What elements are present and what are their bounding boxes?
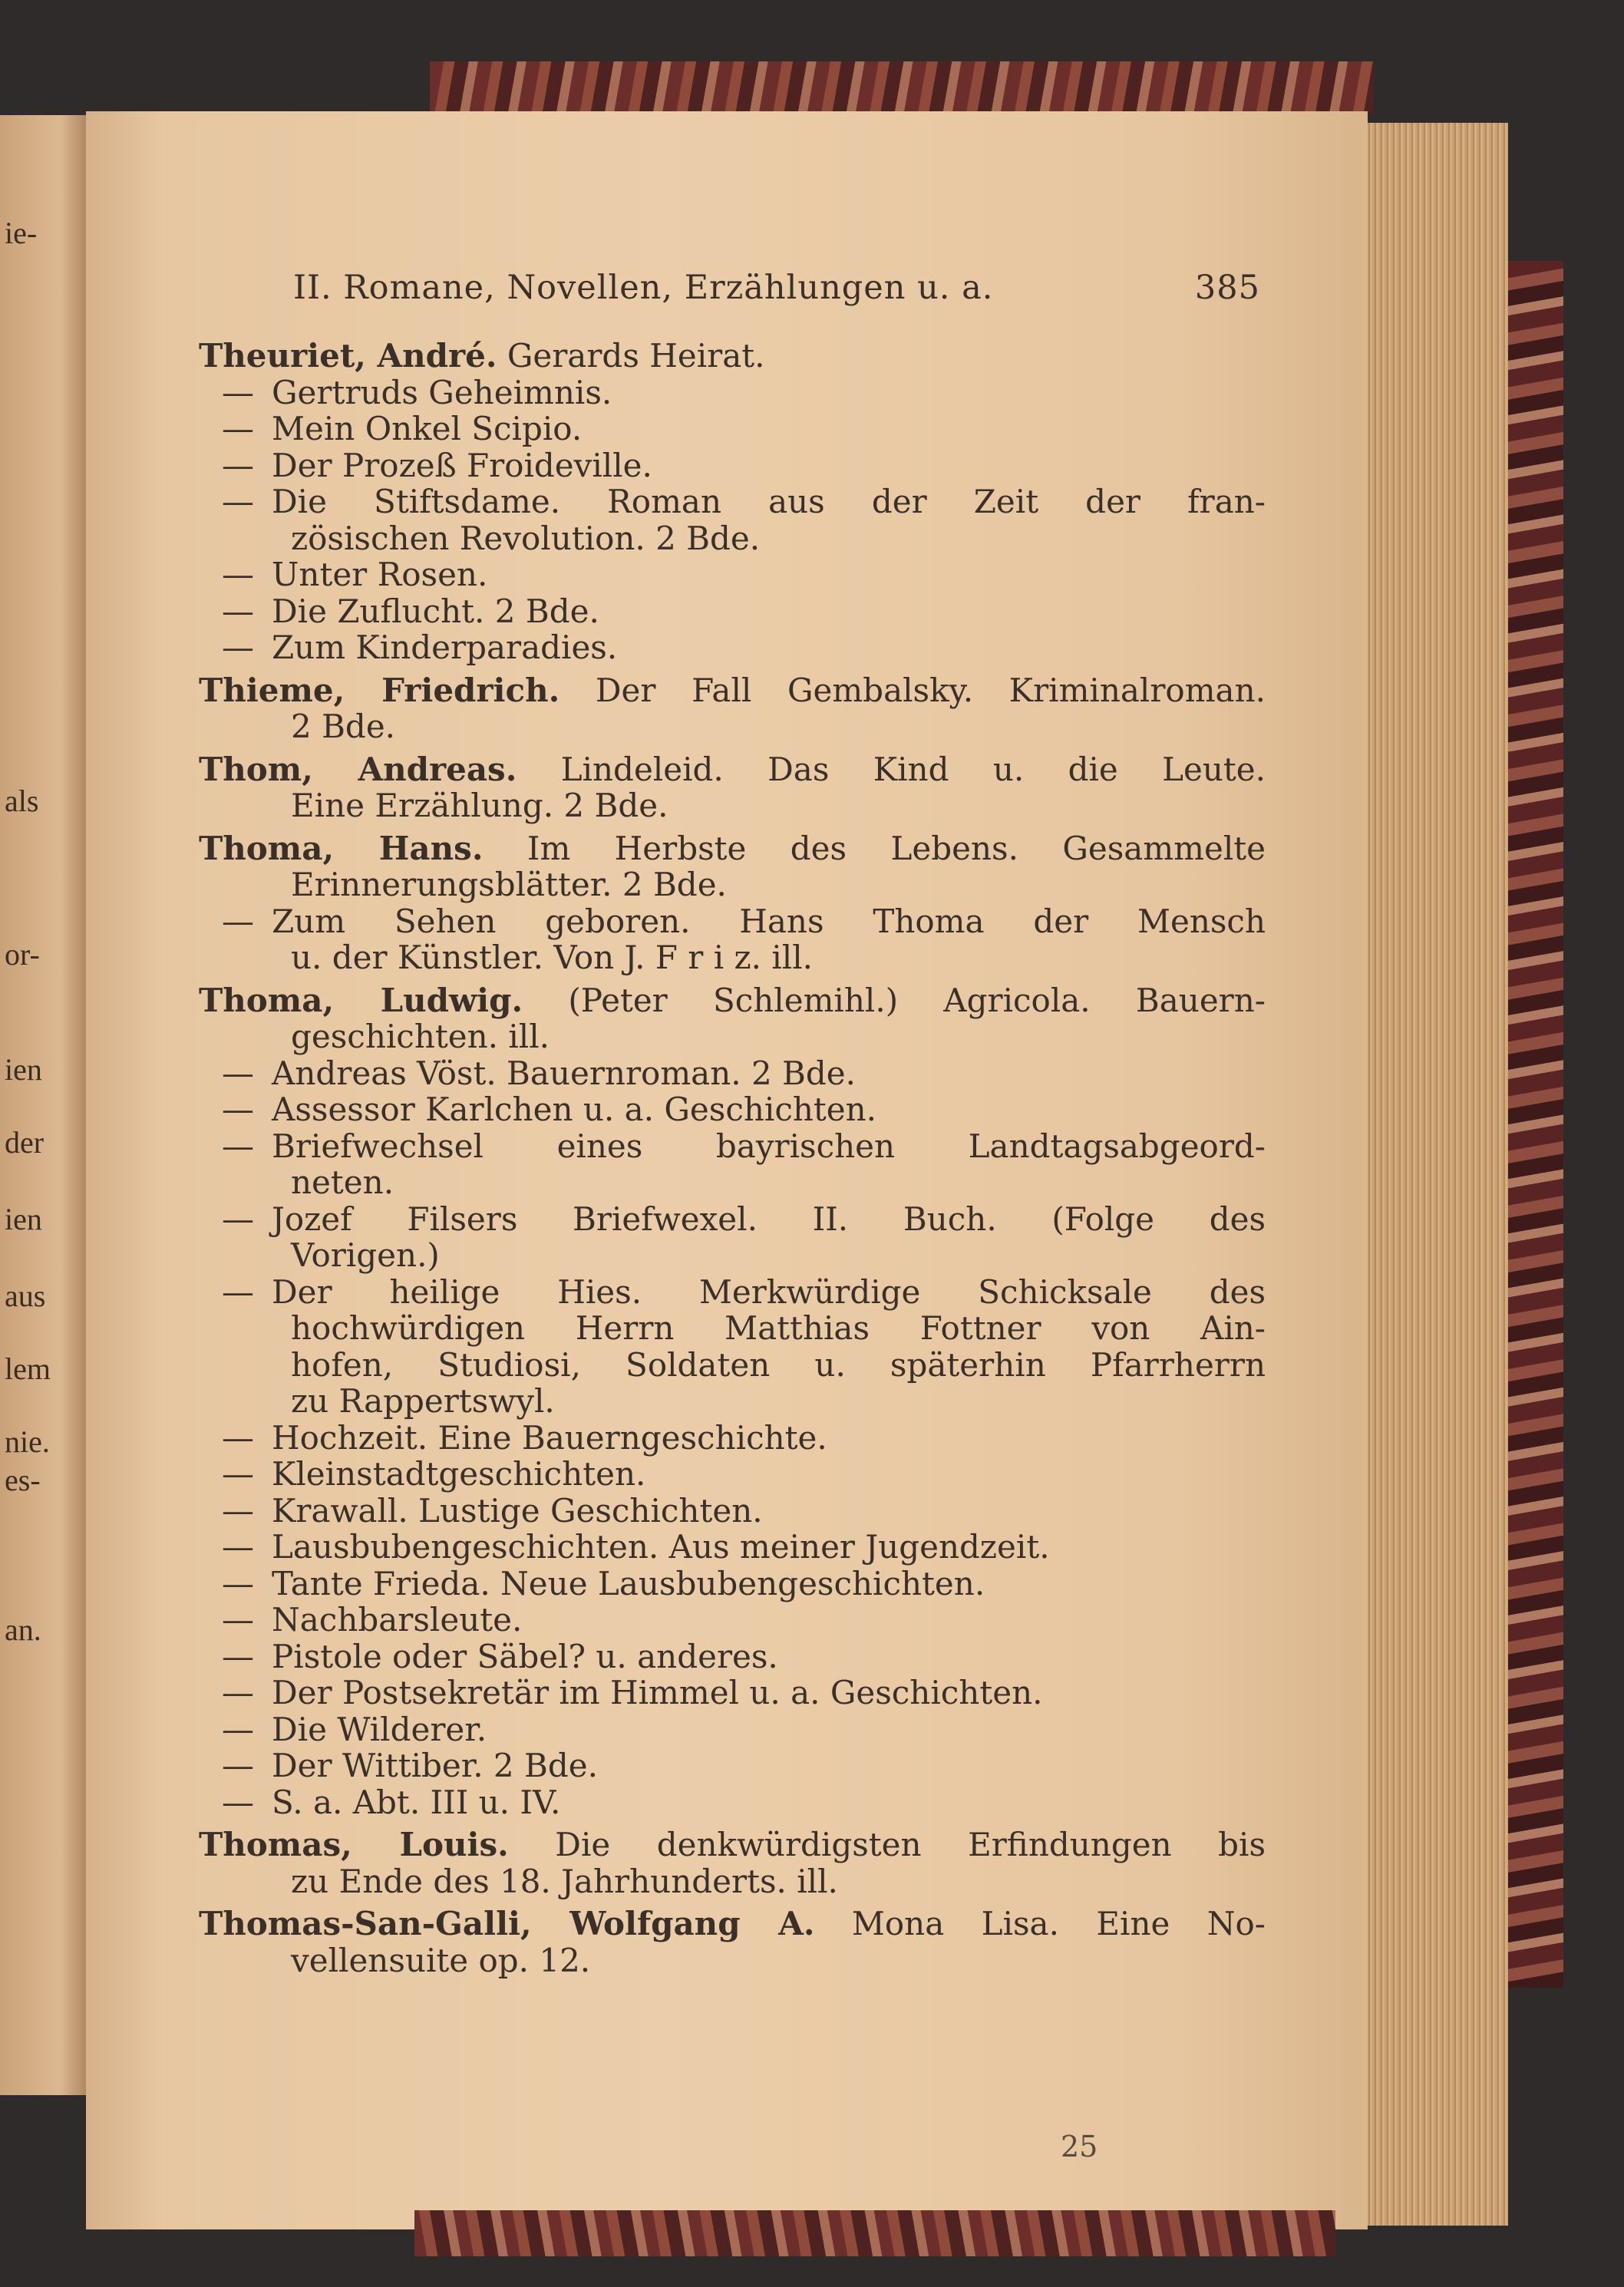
ditto-dash: —: [222, 1710, 254, 1748]
left-page-fragment: or-: [5, 937, 40, 972]
catalog-entry: [199, 751, 1266, 788]
left-page-fragment: aus: [5, 1279, 46, 1313]
entry-text: Erinnerungsblätter. 2 Bde.: [291, 866, 727, 903]
ditto-dash: —: [222, 592, 254, 630]
catalog-entry: [199, 1827, 1266, 1863]
catalog-entry: [199, 1420, 1266, 1457]
entry-text: Jozef Filsers Briefwexel. II. Buch. (Folge des: [272, 1200, 1266, 1238]
entry-text: Der heilige Hies. Merkwürdige Schicksale des: [272, 1272, 1266, 1311]
entry-text: Die denkwürdigsten Erfindungen bis: [555, 1826, 1266, 1863]
ditto-dash: —: [222, 1455, 254, 1493]
left-page-fragment: es-: [5, 1463, 41, 1497]
entry-text: Die Wilderer.: [272, 1710, 487, 1748]
catalog-entry-continuation: [199, 1347, 1266, 1384]
entry-text: Gertruds Geheimnis.: [272, 373, 612, 411]
running-header: [293, 269, 1260, 315]
entry-text: (Peter Schlemihl.) Agricola. Bauern-: [568, 981, 1266, 1019]
entry-text: Zum Sehen geboren. Hans Thoma der Mensch: [272, 902, 1266, 940]
ditto-dash: —: [222, 1127, 254, 1165]
catalog-entry-continuation: [199, 1237, 1266, 1274]
ditto-dash: —: [222, 902, 254, 940]
entry-text: Lindeleid. Das Kind u. die Leute.: [560, 750, 1266, 788]
entry-text: neten.: [291, 1163, 394, 1201]
marbled-edge-bottom: [414, 2210, 1335, 2256]
page-content: [86, 111, 1368, 2229]
ditto-dash: —: [222, 483, 254, 520]
catalog-entry: [199, 1906, 1266, 1942]
catalog-entry-continuation: [199, 1164, 1266, 1201]
left-page-fragment: lem: [5, 1351, 51, 1386]
author-name: Theuriet, André.: [199, 337, 497, 375]
book-page: [86, 111, 1368, 2229]
entry-text: Kleinstadtgeschichten.: [272, 1455, 646, 1493]
ditto-dash: —: [222, 556, 254, 593]
left-page-fragment: ien: [5, 1052, 42, 1087]
catalog-entry: [199, 1091, 1266, 1128]
author-name: Thoma, Ludwig.: [199, 981, 523, 1019]
catalog-entry: [199, 1639, 1266, 1675]
catalog-entry: [199, 411, 1266, 447]
catalog-entry: [199, 1747, 1266, 1784]
signature-mark: 25: [1061, 2130, 1098, 2163]
left-page-fragment: ie-: [5, 216, 38, 250]
ditto-dash: —: [222, 410, 254, 447]
catalog-entry-continuation: [199, 939, 1266, 976]
catalog-entry: [199, 1784, 1266, 1821]
ditto-dash: —: [222, 1747, 254, 1784]
entry-text: Krawall. Lustige Geschichten.: [272, 1491, 763, 1530]
catalog-entry: [199, 447, 1266, 484]
catalog-entry: [199, 1566, 1266, 1602]
author-name: Thom, Andreas.: [199, 750, 517, 788]
catalog-entry-continuation: [199, 787, 1266, 824]
ditto-dash: —: [222, 1091, 254, 1128]
entry-text: zösischen Revolution. 2 Bde.: [291, 519, 761, 557]
entry-text: Pistole oder Säbel? u. anderes.: [272, 1637, 778, 1675]
marbled-edge-top: [430, 61, 1374, 114]
entry-text: Der Wittiber. 2 Bde.: [272, 1747, 598, 1784]
entry-text: u. der Künstler. Von J. F r i z. ill.: [291, 939, 813, 976]
entry-text: hochwürdigen Herrn Matthias Fottner von Ain-: [291, 1309, 1266, 1347]
ditto-dash: —: [222, 1783, 254, 1821]
entry-text: Im Herbste des Lebens. Gesammelte: [526, 829, 1266, 867]
entry-text: Nachbarsleute.: [272, 1601, 523, 1639]
entry-text: S. a. Abt. III u. IV.: [272, 1783, 561, 1821]
catalog-entry-continuation: [199, 1310, 1266, 1347]
author-name: Thomas, Louis.: [199, 1826, 509, 1863]
left-page-fragment: an.: [5, 1612, 41, 1647]
left-page-fragment: ien: [5, 1202, 42, 1236]
ditto-dash: —: [222, 446, 254, 484]
entry-text: hofen, Studiosi, Soldaten u. späterhin Pfarrherrn: [291, 1345, 1266, 1384]
catalog-entry: [199, 903, 1266, 940]
entry-text: Hochzeit. Eine Bauerngeschichte.: [272, 1418, 827, 1457]
entry-text: 2 Bde.: [291, 708, 396, 745]
catalog-entries: [199, 338, 1266, 1978]
entry-text: Die Zuflucht. 2 Bde.: [272, 592, 599, 630]
catalog-entry: [199, 1128, 1266, 1165]
left-page-fragment: der: [5, 1125, 45, 1160]
catalog-entry: [199, 1675, 1266, 1711]
catalog-entry: [199, 830, 1266, 867]
page-block-edge: [1366, 123, 1508, 2226]
ditto-dash: —: [222, 1564, 254, 1602]
left-page-margin: [0, 115, 86, 2095]
catalog-entry: [199, 556, 1266, 593]
catalog-entry: [199, 1201, 1266, 1238]
entry-text: zu Ende des 18. Jahrhunderts. ill.: [291, 1862, 838, 1900]
author-name: Thomas-San-Galli, Wolfgang A.: [199, 1905, 815, 1942]
catalog-entry-continuation: [199, 1863, 1266, 1900]
ditto-dash: —: [222, 629, 254, 666]
catalog-entry-continuation: [199, 520, 1266, 557]
catalog-entry: [199, 593, 1266, 630]
catalog-entry: [199, 375, 1266, 411]
page-number: 385: [1194, 269, 1260, 307]
catalog-entry-continuation: [199, 866, 1266, 903]
ditto-dash: —: [222, 1674, 254, 1711]
entry-text: Die Stiftsdame. Roman aus der Zeit der fran-: [272, 483, 1266, 520]
catalog-entry: [199, 338, 1266, 375]
ditto-dash: —: [222, 1601, 254, 1639]
catalog-entry-continuation: [199, 1383, 1266, 1420]
ditto-dash: —: [222, 1418, 254, 1457]
author-name: Thoma, Hans.: [199, 829, 484, 867]
ditto-dash: —: [222, 1272, 254, 1311]
ditto-dash: —: [222, 373, 254, 411]
catalog-entry: [199, 483, 1266, 520]
ditto-dash: —: [222, 1528, 254, 1566]
entry-text: Der Prozeß Froideville.: [272, 446, 652, 484]
catalog-entry: [199, 672, 1266, 709]
entry-text: Eine Erzählung. 2 Bde.: [291, 787, 668, 824]
catalog-entry: [199, 1711, 1266, 1748]
catalog-entry-continuation: [199, 1942, 1266, 1979]
catalog-entry: [199, 1602, 1266, 1639]
catalog-entry-continuation: [199, 708, 1266, 745]
author-name: Thieme, Friedrich.: [199, 671, 560, 709]
catalog-entry: [199, 1456, 1266, 1493]
ditto-dash: —: [222, 1637, 254, 1675]
entry-text: Unter Rosen.: [272, 556, 488, 593]
header-title: II. Romane, Novellen, Erzählungen u. a.: [293, 269, 994, 307]
catalog-entry-continuation: [199, 1018, 1266, 1055]
entry-text: geschichten. ill.: [291, 1018, 550, 1055]
catalog-entry: [199, 629, 1266, 666]
entry-text: Zum Kinderparadies.: [272, 629, 618, 666]
ditto-dash: —: [222, 1200, 254, 1238]
entry-text: Briefwechsel eines bayrischen Landtagsabgeord-: [272, 1127, 1266, 1165]
left-page-fragment: als: [5, 784, 39, 818]
entry-text: Andreas Vöst. Bauernroman. 2 Bde.: [272, 1054, 856, 1092]
marbled-edge-right: [1508, 261, 1563, 1988]
catalog-entry: [199, 1529, 1266, 1566]
entry-text: Gerards Heirat.: [507, 337, 765, 375]
ditto-dash: —: [222, 1491, 254, 1530]
entry-text: Mein Onkel Scipio.: [272, 410, 583, 447]
entry-text: zu Rappertswyl.: [291, 1382, 555, 1420]
ditto-dash: —: [222, 1054, 254, 1092]
entry-text: Der Postsekretär im Himmel u. a. Geschichten.: [272, 1674, 1043, 1711]
entry-text: Mona Lisa. Eine No-: [851, 1905, 1266, 1942]
catalog-entry: [199, 1055, 1266, 1092]
entry-text: Vorigen.): [291, 1236, 440, 1274]
catalog-entry: [199, 982, 1266, 1019]
catalog-entry: [199, 1274, 1266, 1311]
entry-text: Der Fall Gembalsky. Kriminalroman.: [595, 671, 1266, 709]
entry-text: Assessor Karlchen u. a. Geschichten.: [272, 1091, 877, 1128]
entry-text: Lausbubengeschichten. Aus meiner Jugendzeit.: [272, 1528, 1050, 1566]
entry-text: Tante Frieda. Neue Lausbubengeschichten.: [272, 1564, 985, 1602]
catalog-entry: [199, 1493, 1266, 1530]
entry-text: vellensuite op. 12.: [291, 1941, 591, 1979]
left-page-fragment: nie.: [5, 1424, 50, 1459]
